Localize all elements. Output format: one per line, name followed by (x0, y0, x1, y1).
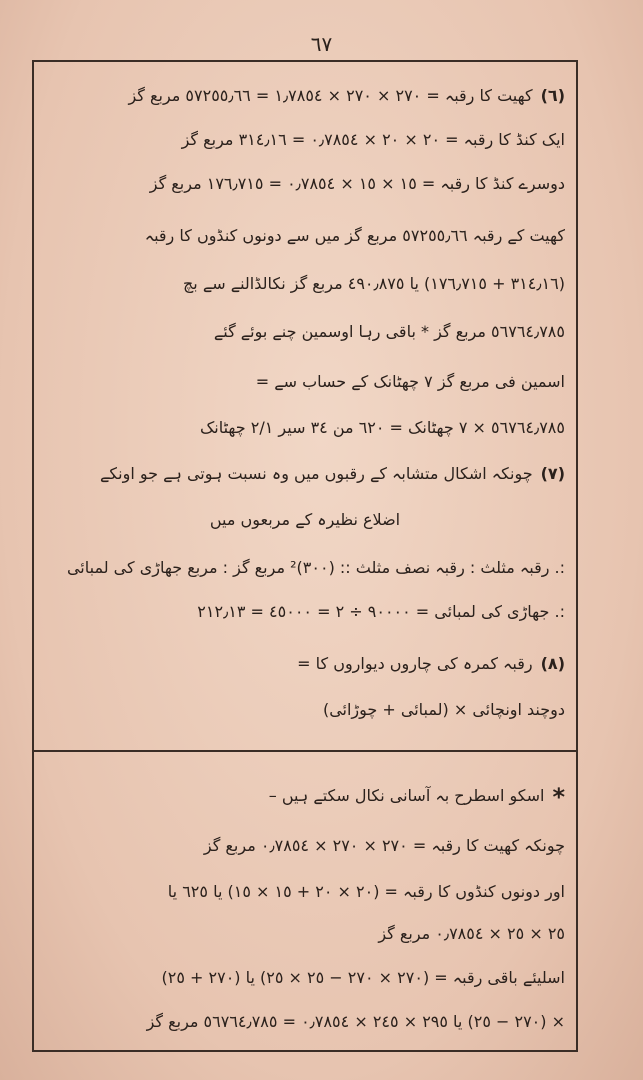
text-line (45, 370, 565, 394)
line-text: اسمین فی مربع گز ٧ چھٹانک کے حساب سے = (255, 372, 565, 391)
text-line (45, 556, 565, 580)
item-number: (٦) (540, 86, 565, 105)
text-line (45, 272, 565, 296)
text-line (45, 880, 565, 904)
line-text: ایک کنڈ کا رقبہ = ٢٠ × ٢٠ × ٠٫٧٨٥٤ = ٣١٤٫١٦ مربع گز (181, 130, 565, 149)
text-line (45, 652, 565, 676)
text-line (45, 834, 565, 858)
line-text: ٢٥ × ٢٥ × ٠٫٧٨٥٤ مربع گز (378, 924, 565, 943)
line-text: اسلیئے باقی رقبہ = (٢٧٠ × ٢٧٠ − ٢٥ × ٢٥) یا (٢٧٠ + ٢٥) (161, 968, 565, 987)
text-line (45, 508, 565, 532)
line-text: اور دونوں کنڈوں کا رقبہ = (٢٠ × ٢٠ + ١٥ × ١٥) یا ٦٢٥ یا (167, 882, 565, 901)
text-line (45, 698, 565, 722)
text-line (45, 922, 565, 946)
text-line (45, 784, 565, 809)
text-line (45, 128, 565, 152)
line-text: رقبہ کمرہ کی چاروں دیواروں کا = (297, 654, 533, 673)
page-number: ٦٧ (310, 32, 333, 56)
asterisk-icon: * (552, 784, 565, 809)
line-text: کھیت کا رقبہ = ٢٧٠ × ٢٧٠ × ١٫٧٨٥٤ = ٥٧٢٥٥٫٦٦ مربع گز (128, 86, 533, 105)
line-text: چونکہ کھیت کا رقبہ = ٢٧٠ × ٢٧٠ × ٠٫٧٨٥٤ مربع گز (203, 836, 565, 855)
text-line (45, 416, 565, 440)
line-text: ٥٦٧٦٤٫٧٨٥ مربع گز * باقی رہا اوسمین چنے بوئے گئے (213, 322, 565, 341)
text-line (45, 320, 565, 344)
line-text: :. جھاڑی کی لمبائی = ٩٠٠٠٠ ÷ ٢ = ٤٥٠٠٠ = ٢١٢٫١٣ (197, 602, 565, 621)
line-text: چونکہ اشکال متشابہ کے رقبوں میں وہ نسبت ہوتی ہے جو اونکے (99, 464, 533, 483)
text-line (45, 84, 565, 108)
line-text: دوسرے کنڈ کا رقبہ = ١٥ × ١٥ × ٠٫٧٨٥٤ = ١٧٦٫٧١٥ مربع گز (149, 174, 565, 193)
line-text: دوچند اونچائی × (لمبائی + چوڑائی) (322, 700, 565, 719)
line-text: ٥٦٧٦٤٫٧٨٥ × ٧ چھٹانک = ٦٢٠ من ٣٤ سیر ٢/١ چھٹانک (199, 418, 565, 437)
text-line (45, 600, 565, 624)
line-text: × (٢٧٠ − ٢٥) یا ٢٩٥ × ٢٤٥ × ٠٫٧٨٥٤ = ٥٦٧٦٤٫٧٨٥ مربع گز (146, 1012, 565, 1031)
text-line (45, 172, 565, 196)
line-text: اسکو اسطرح بہ آسانی نکال سکتے ہیں – (268, 786, 545, 805)
item-number: (٧) (540, 464, 565, 483)
text-line (45, 462, 565, 486)
line-text: کھیت کے رقبہ ٥٧٢٥٥٫٦٦ مربع گز میں سے دونوں کنڈوں کا رقبہ (144, 226, 565, 245)
line-text: (٣١٤٫١٦ + ١٧٦٫٧١٥) یا ٤٩٠٫٨٧٥ مربع گز نکالڈالنے سے بچ (182, 274, 565, 293)
line-text: :. رقبہ مثلث : رقبہ نصف مثلث :: (٣٠٠)² مربع گز : مربع جھاڑی کی لمبائی (66, 558, 565, 577)
item-number: (٨) (540, 654, 565, 673)
text-line (45, 1010, 565, 1034)
line-text: اضلاع نظیرہ کے مربعوں میں (209, 510, 401, 529)
text-line (45, 966, 565, 990)
text-line (45, 224, 565, 248)
section-divider (32, 750, 578, 752)
